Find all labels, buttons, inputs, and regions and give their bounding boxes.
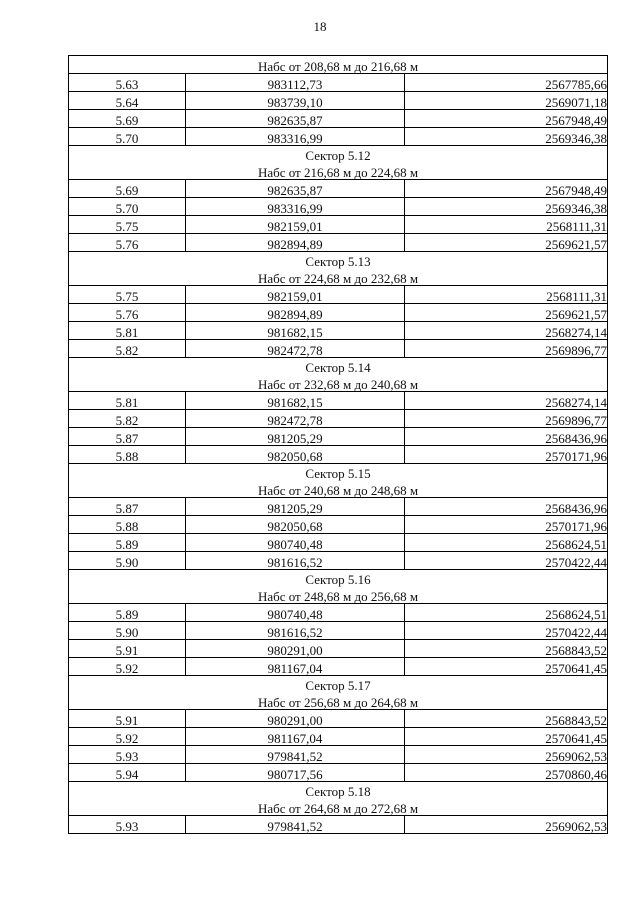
- x-coordinate-cell: 980740,48: [186, 604, 405, 622]
- sector-heading-text: Сектор 5.15: [69, 464, 608, 481]
- table-row: [69, 604, 608, 622]
- x-coordinate-cell: 983316,99: [186, 128, 405, 146]
- x-coordinate-cell: 981616,52: [186, 552, 405, 570]
- y-coordinate-cell: 2567948,49: [405, 110, 608, 128]
- height-range-heading: [69, 162, 608, 180]
- point-number-cell: 5.87: [69, 428, 186, 446]
- height-range-heading-text: Набс от 264,68 м до 272,68 м: [69, 798, 608, 816]
- height-range-heading: [69, 798, 608, 816]
- x-coordinate-cell: 981167,04: [186, 728, 405, 746]
- table-row: [69, 216, 608, 234]
- x-coordinate-cell: 982159,01: [186, 286, 405, 304]
- point-number-cell: 5.70: [69, 198, 186, 216]
- x-coordinate-cell: 979841,52: [186, 746, 405, 764]
- table-row: [69, 392, 608, 410]
- height-range-heading-text: Набс от 208,68 м до 216,68 м: [69, 56, 608, 74]
- height-range-heading: [69, 374, 608, 392]
- point-number-cell: 5.93: [69, 746, 186, 764]
- coordinates-table: [68, 55, 608, 834]
- table-row: [69, 198, 608, 216]
- table-row: [69, 658, 608, 676]
- sector-heading-text: Сектор 5.14: [69, 358, 608, 375]
- sector-heading-text: Сектор 5.18: [69, 782, 608, 799]
- y-coordinate-cell: 2567785,66: [405, 74, 608, 92]
- sector-heading-text: Сектор 5.16: [69, 570, 608, 587]
- y-coordinate-cell: 2568274,14: [405, 322, 608, 340]
- x-coordinate-cell: 979841,52: [186, 816, 405, 834]
- y-coordinate-cell: 2569346,38: [405, 198, 608, 216]
- x-coordinate-cell: 980291,00: [186, 710, 405, 728]
- y-coordinate-cell: 2570422,44: [405, 622, 608, 640]
- table-row: [69, 622, 608, 640]
- height-range-heading-text: Набс от 256,68 м до 264,68 м: [69, 692, 608, 710]
- table-row: [69, 286, 608, 304]
- y-coordinate-cell: 2569621,57: [405, 234, 608, 252]
- y-coordinate-cell: 2568624,51: [405, 534, 608, 552]
- x-coordinate-cell: 981682,15: [186, 392, 405, 410]
- height-range-heading-text: Набс от 248,68 м до 256,68 м: [69, 586, 608, 604]
- sector-heading: [69, 358, 608, 375]
- y-coordinate-cell: 2568843,52: [405, 710, 608, 728]
- point-number-cell: 5.92: [69, 728, 186, 746]
- y-coordinate-cell: 2569071,18: [405, 92, 608, 110]
- point-number-cell: 5.91: [69, 710, 186, 728]
- x-coordinate-cell: 980291,00: [186, 640, 405, 658]
- y-coordinate-cell: 2569062,53: [405, 816, 608, 834]
- table-row: [69, 234, 608, 252]
- table-row: [69, 534, 608, 552]
- y-coordinate-cell: 2570641,45: [405, 658, 608, 676]
- y-coordinate-cell: 2567948,49: [405, 180, 608, 198]
- table-row: [69, 516, 608, 534]
- y-coordinate-cell: 2568436,96: [405, 498, 608, 516]
- point-number-cell: 5.82: [69, 410, 186, 428]
- y-coordinate-cell: 2569346,38: [405, 128, 608, 146]
- y-coordinate-cell: 2569621,57: [405, 304, 608, 322]
- x-coordinate-cell: 982635,87: [186, 180, 405, 198]
- x-coordinate-cell: 982635,87: [186, 110, 405, 128]
- point-number-cell: 5.81: [69, 392, 186, 410]
- x-coordinate-cell: 981205,29: [186, 428, 405, 446]
- sector-heading-text: Сектор 5.17: [69, 676, 608, 693]
- point-number-cell: 5.91: [69, 640, 186, 658]
- y-coordinate-cell: 2568111,31: [405, 286, 608, 304]
- height-range-heading: [69, 480, 608, 498]
- y-coordinate-cell: 2570641,45: [405, 728, 608, 746]
- x-coordinate-cell: 982472,78: [186, 340, 405, 358]
- table-row: [69, 180, 608, 198]
- x-coordinate-cell: 980740,48: [186, 534, 405, 552]
- x-coordinate-cell: 982894,89: [186, 304, 405, 322]
- point-number-cell: 5.63: [69, 74, 186, 92]
- height-range-heading-text: Набс от 232,68 м до 240,68 м: [69, 374, 608, 392]
- y-coordinate-cell: 2568111,31: [405, 216, 608, 234]
- coordinates-table-body: [69, 56, 608, 834]
- point-number-cell: 5.75: [69, 286, 186, 304]
- sector-heading-text: Сектор 5.13: [69, 252, 608, 269]
- y-coordinate-cell: 2570171,96: [405, 446, 608, 464]
- x-coordinate-cell: 981167,04: [186, 658, 405, 676]
- x-coordinate-cell: 981616,52: [186, 622, 405, 640]
- table-row: [69, 746, 608, 764]
- point-number-cell: 5.69: [69, 110, 186, 128]
- point-number-cell: 5.94: [69, 764, 186, 782]
- point-number-cell: 5.90: [69, 622, 186, 640]
- table-row: [69, 710, 608, 728]
- y-coordinate-cell: 2569896,77: [405, 340, 608, 358]
- x-coordinate-cell: 982472,78: [186, 410, 405, 428]
- x-coordinate-cell: 982159,01: [186, 216, 405, 234]
- table-row: [69, 446, 608, 464]
- point-number-cell: 5.89: [69, 534, 186, 552]
- table-row: [69, 304, 608, 322]
- x-coordinate-cell: 980717,56: [186, 764, 405, 782]
- table-row: [69, 428, 608, 446]
- point-number-cell: 5.82: [69, 340, 186, 358]
- page-number: 18: [313, 19, 327, 34]
- y-coordinate-cell: 2570860,46: [405, 764, 608, 782]
- x-coordinate-cell: 981682,15: [186, 322, 405, 340]
- point-number-cell: 5.88: [69, 516, 186, 534]
- point-number-cell: 5.76: [69, 234, 186, 252]
- y-coordinate-cell: 2569896,77: [405, 410, 608, 428]
- sector-heading: [69, 252, 608, 269]
- x-coordinate-cell: 982050,68: [186, 516, 405, 534]
- height-range-heading: [69, 268, 608, 286]
- point-number-cell: 5.64: [69, 92, 186, 110]
- x-coordinate-cell: 982894,89: [186, 234, 405, 252]
- y-coordinate-cell: 2570171,96: [405, 516, 608, 534]
- x-coordinate-cell: 983316,99: [186, 198, 405, 216]
- sector-heading: [69, 464, 608, 481]
- table-row: [69, 498, 608, 516]
- table-row: [69, 110, 608, 128]
- point-number-cell: 5.69: [69, 180, 186, 198]
- point-number-cell: 5.89: [69, 604, 186, 622]
- table-row: [69, 322, 608, 340]
- sector-heading: [69, 146, 608, 163]
- height-range-heading: [69, 692, 608, 710]
- table-row: [69, 764, 608, 782]
- y-coordinate-cell: 2568274,14: [405, 392, 608, 410]
- point-number-cell: 5.76: [69, 304, 186, 322]
- x-coordinate-cell: 982050,68: [186, 446, 405, 464]
- y-coordinate-cell: 2569062,53: [405, 746, 608, 764]
- x-coordinate-cell: 981205,29: [186, 498, 405, 516]
- table-row: [69, 128, 608, 146]
- point-number-cell: 5.93: [69, 816, 186, 834]
- height-range-heading: [69, 56, 608, 74]
- sector-heading-text: Сектор 5.12: [69, 146, 608, 163]
- table-row: [69, 340, 608, 358]
- table-row: [69, 728, 608, 746]
- y-coordinate-cell: 2568624,51: [405, 604, 608, 622]
- height-range-heading-text: Набс от 240,68 м до 248,68 м: [69, 480, 608, 498]
- point-number-cell: 5.88: [69, 446, 186, 464]
- height-range-heading: [69, 586, 608, 604]
- height-range-heading-text: Набс от 224,68 м до 232,68 м: [69, 268, 608, 286]
- point-number-cell: 5.81: [69, 322, 186, 340]
- point-number-cell: 5.87: [69, 498, 186, 516]
- table-row: [69, 410, 608, 428]
- table-row: [69, 74, 608, 92]
- height-range-heading-text: Набс от 216,68 м до 224,68 м: [69, 162, 608, 180]
- y-coordinate-cell: 2570422,44: [405, 552, 608, 570]
- table-row: [69, 92, 608, 110]
- sector-heading: [69, 676, 608, 693]
- table-row: [69, 816, 608, 834]
- y-coordinate-cell: 2568436,96: [405, 428, 608, 446]
- point-number-cell: 5.92: [69, 658, 186, 676]
- point-number-cell: 5.70: [69, 128, 186, 146]
- sector-heading: [69, 782, 608, 799]
- point-number-cell: 5.90: [69, 552, 186, 570]
- x-coordinate-cell: 983112,73: [186, 74, 405, 92]
- point-number-cell: 5.75: [69, 216, 186, 234]
- table-row: [69, 640, 608, 658]
- sector-heading: [69, 570, 608, 587]
- table-row: [69, 552, 608, 570]
- y-coordinate-cell: 2568843,52: [405, 640, 608, 658]
- x-coordinate-cell: 983739,10: [186, 92, 405, 110]
